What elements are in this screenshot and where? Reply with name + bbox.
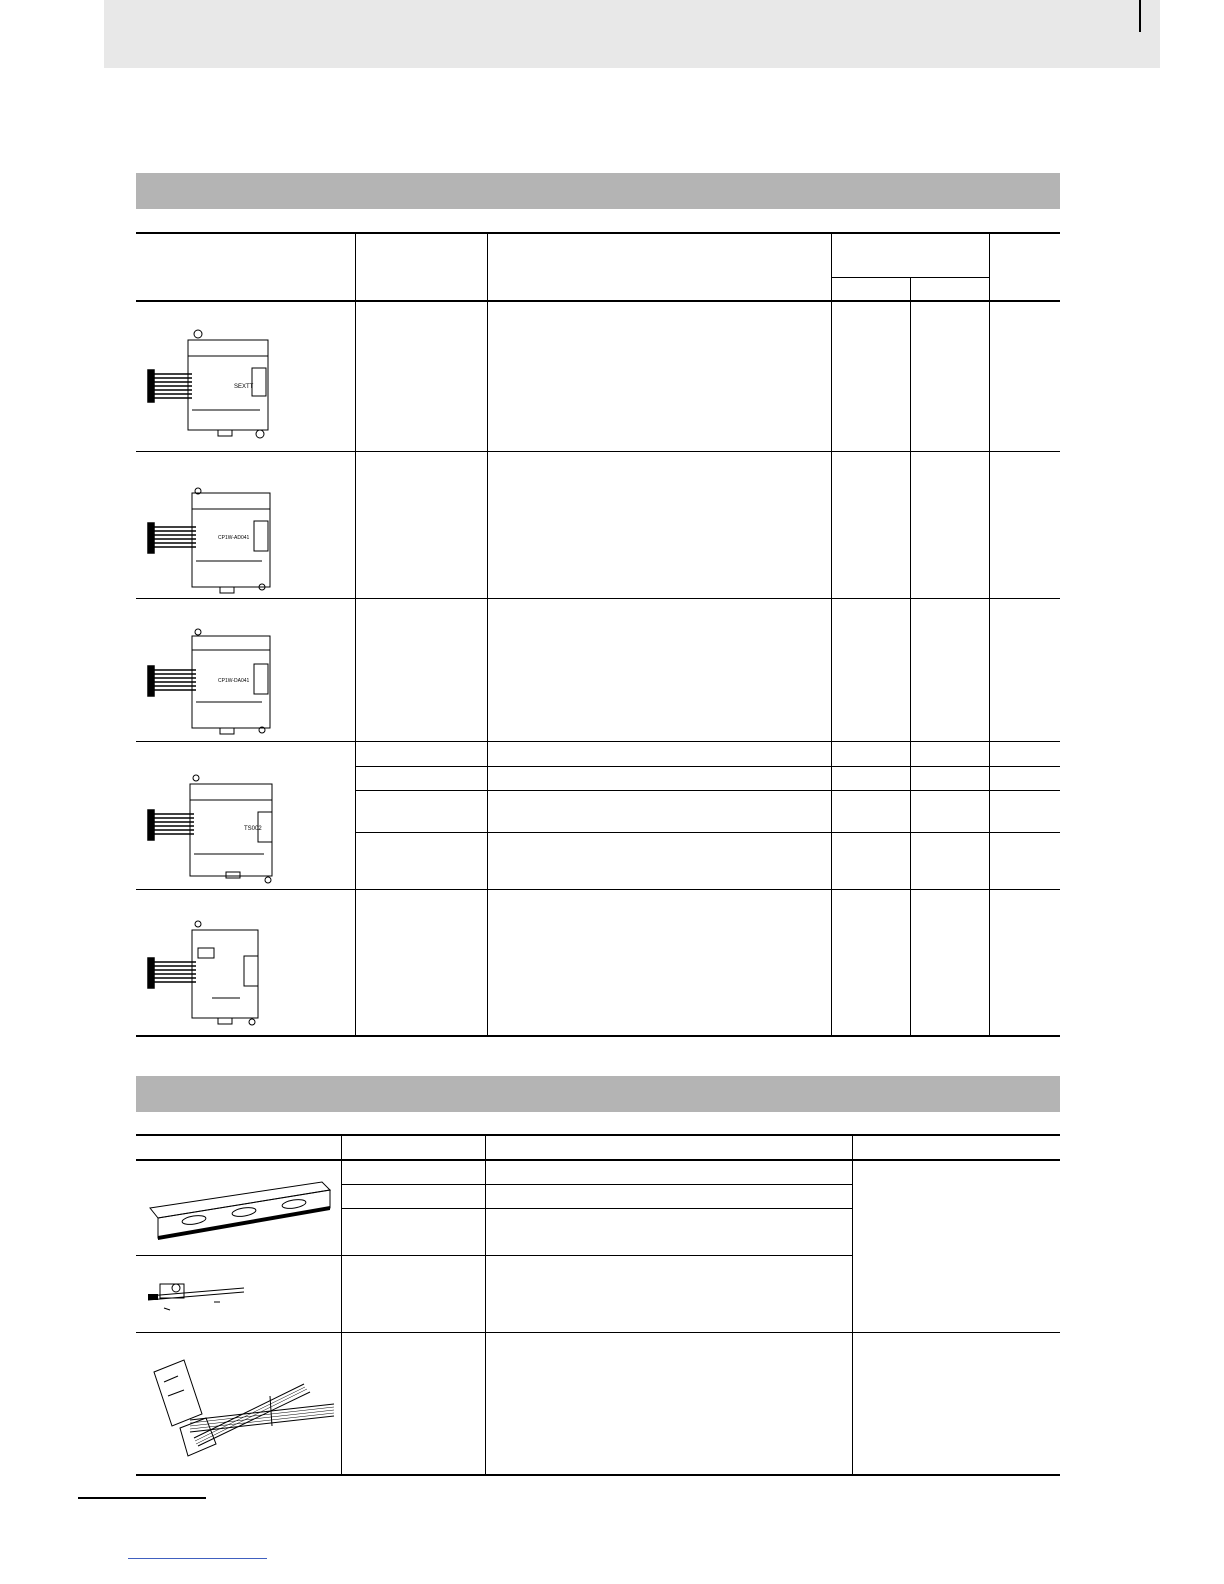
expansion-unit-illustration <box>140 322 280 442</box>
table1-col-divider <box>989 233 990 1036</box>
table1-col-divider <box>831 233 832 1036</box>
header-tick-mark <box>1139 0 1141 32</box>
unit-label: TS002 <box>244 826 262 832</box>
table1-subrow-divider <box>356 832 1060 833</box>
table1-header-rule <box>136 300 1060 302</box>
table2-top-rule <box>136 1134 1060 1136</box>
table2-col-divider <box>852 1135 853 1475</box>
table1-col-divider <box>355 233 356 1036</box>
table2-subrow-divider <box>341 1184 853 1185</box>
table2-row-divider <box>136 1255 853 1256</box>
header-band <box>104 0 1160 68</box>
footer-rule <box>78 1497 206 1499</box>
table1-subrow-divider <box>356 790 1060 791</box>
section-2-title-bar <box>136 1076 1060 1112</box>
unit-label: CP1W-AD041 <box>218 535 250 541</box>
table2-col-divider <box>485 1135 486 1475</box>
unit-label: SEXTT <box>234 384 254 390</box>
ribbon-cable-illustration <box>144 1346 339 1466</box>
table1-row-divider <box>136 451 1060 452</box>
table1-subrow-divider <box>356 766 1060 767</box>
din-rail-illustration <box>144 1168 334 1248</box>
table1-col-divider <box>910 278 911 1036</box>
table2-header-rule <box>136 1159 1060 1161</box>
expansion-unit-illustration <box>140 768 280 884</box>
table1-row-divider <box>136 889 1060 890</box>
end-plate-illustration <box>144 1266 254 1326</box>
expansion-unit-illustration <box>140 918 280 1028</box>
expansion-unit-illustration <box>140 628 280 738</box>
section-1-title-bar <box>136 173 1060 209</box>
table1-bottom-rule <box>136 1035 1060 1037</box>
table2-bottom-rule <box>136 1474 1060 1476</box>
table2-row-divider <box>136 1332 1060 1333</box>
table2-col-divider <box>341 1135 342 1475</box>
expansion-unit-illustration <box>140 487 280 597</box>
footer-link-underline[interactable] <box>128 1558 267 1559</box>
table1-row-divider <box>136 741 1060 742</box>
table1-col-divider <box>487 233 488 1036</box>
table1-row-divider <box>136 598 1060 599</box>
unit-label: CP1W-DA041 <box>218 678 250 684</box>
table1-top-rule <box>136 232 1060 234</box>
table2-subrow-divider <box>341 1208 853 1209</box>
